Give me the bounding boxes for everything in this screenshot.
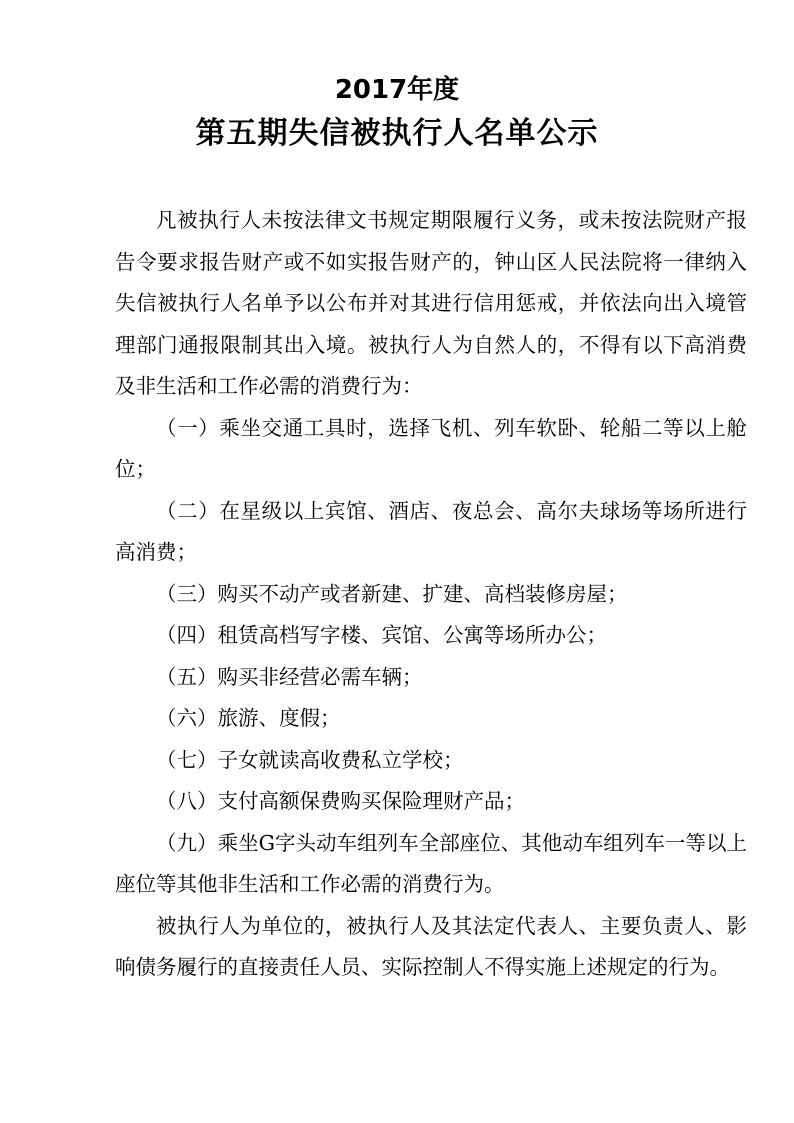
title-year: 2017年度 [334, 75, 460, 105]
list-item-2: （二）在星级以上宾馆、酒店、夜总会、高尔夫球场等场所进行高消费； [115, 498, 747, 564]
list-item-6: （六）旅游、度假； [156, 706, 341, 730]
closing-paragraph: 被执行人为单位的，被执行人及其法定代表人、主要负责人、影响债务履行的直接责任人员、实际控制人不得实施上述规定的行为。 [115, 913, 747, 979]
list-item-1: （一）乘坐交通工具时，选择飞机、列车软卧、轮船二等以上舱位； [115, 415, 747, 481]
document-body [115, 200, 747, 989]
intro-paragraph: 凡被执行人未按法律文书规定期限履行义务，或未按法院财产报告令要求报告财产或不如实报告财产的，钟山区人民法院将一律纳入失信被执行人名单予以公布并对其进行信用惩戒，并依法向出入境管理部门通报限制其出入境。被执行人为自然人的，不得有以下高消费及非生活和工作必需的消费行为： [115, 208, 747, 398]
list-item-7: （七）子女就读高收费私立学校； [156, 747, 464, 772]
list-item-9: （九）乘坐G字头动车组列车全部座位、其他动车组列车一等以上座位等其他非生活和工作必需的消费行为。 [115, 830, 747, 896]
list-item-5: （五）购买非经营必需车辆； [156, 664, 423, 689]
list-item-4: （四）租赁高档写字楼、宾馆、公寓等场所办公； [156, 623, 607, 647]
list-item-3: （三）购买不动产或者新建、扩建、高档装修房屋； [156, 581, 628, 606]
page-title: 第五期失信被执行人名单公示 [195, 116, 599, 151]
list-item-8: （八）支付高额保费购买保险理财产品； [156, 789, 525, 813]
